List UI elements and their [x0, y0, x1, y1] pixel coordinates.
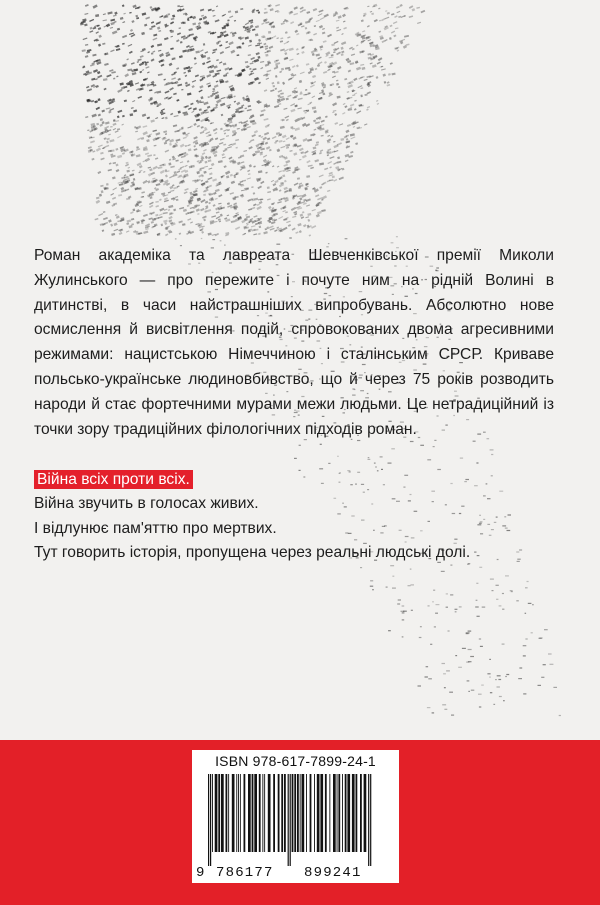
barcode-box — [192, 750, 399, 883]
barcode-right-digits: 899241 — [304, 865, 362, 881]
book-description: Роман академіка та лавреата Шевченківської премії Миколи Жулинського — про пережите і почуте ним на рідній Волині в дитинстві, в часи найстрашніших випробувань. Абсолютно нове осмислення й висвітлення подій, спровокованих двома агресивними режимами: нацистською Німеччиною і сталінським СРСР. Криваве польсько-українське людиновбивство, що й через 75 років розводить народи й стає фортечними мурами межи людьми. Це нетрадиційний із точки зору традиційних філологічних підходів роман. — [34, 247, 554, 438]
barcode-left-digits: 786177 — [216, 865, 274, 881]
closing-line-1: Війна звучить в голосах живих. — [34, 495, 259, 512]
closing-lines — [34, 492, 470, 566]
barcode-bars — [200, 774, 391, 866]
barcode-first-digit: 9 — [196, 865, 205, 881]
closing-line-2: І відлунює пам'яттю про мертвих. — [34, 519, 277, 537]
isbn-label: ISBN 978-617-7899-24-1 — [215, 753, 376, 769]
tagline-highlight — [34, 470, 193, 490]
closing-line-3: Тут говорить історія, пропущена через реальні людські долі. — [34, 544, 471, 561]
tagline-text: Війна всіх проти всіх. — [34, 470, 193, 489]
